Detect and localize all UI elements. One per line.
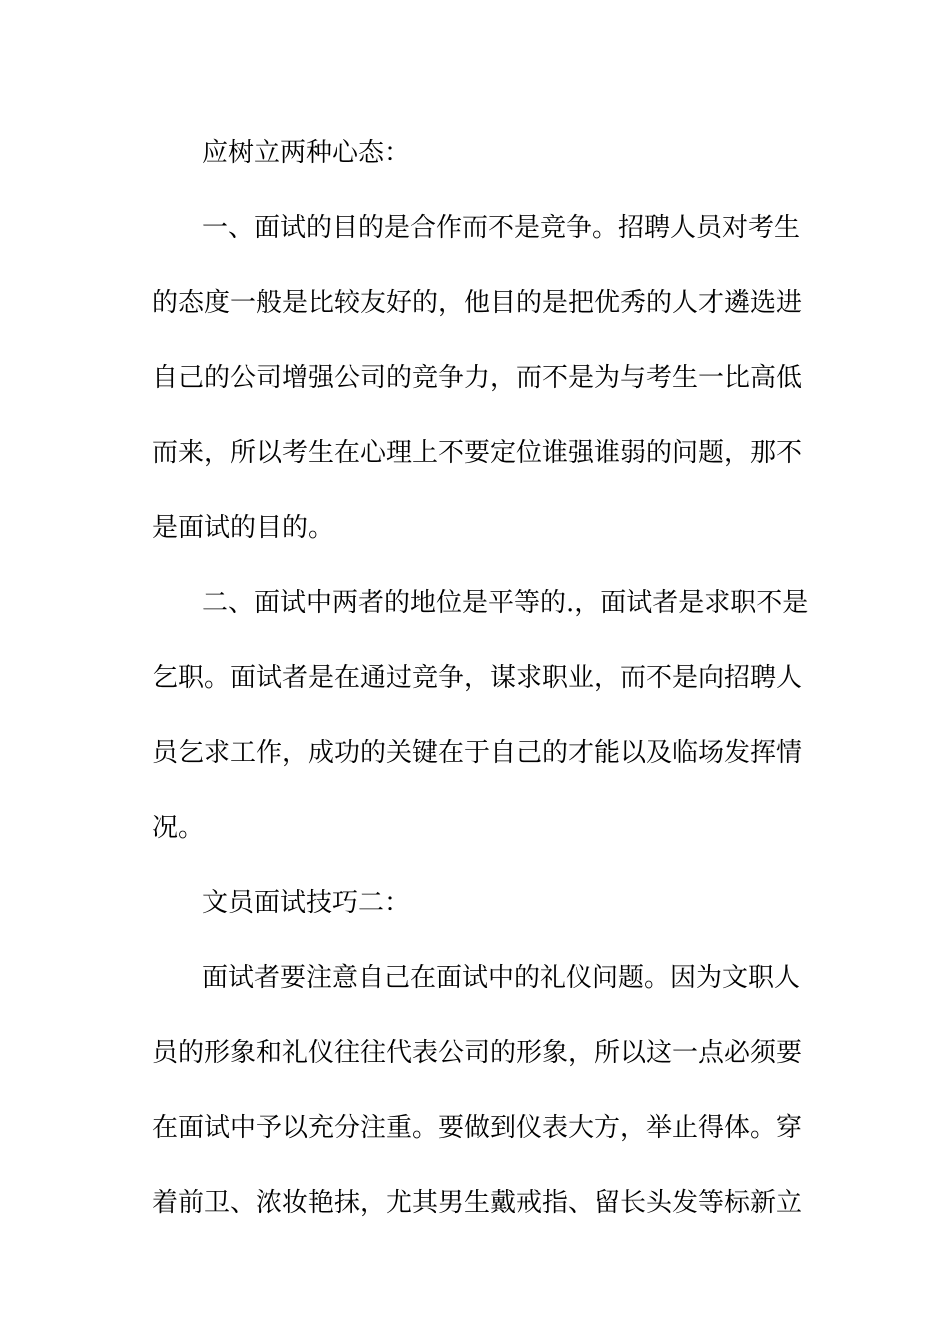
section-heading-tips-two: 文员面试技巧二： bbox=[202, 888, 411, 918]
paragraph-line: 着前卫、浓妆艳抹，尤其男生戴戒指、留长头发等标新立 bbox=[152, 1188, 803, 1218]
paragraph-line: 的态度一般是比较友好的，他目的是把优秀的人才遴选进 bbox=[152, 288, 803, 318]
document-body bbox=[152, 116, 812, 1241]
paragraph-heading-two-mindsets: 应树立两种心态： bbox=[202, 138, 411, 168]
paragraph-line: 在面试中予以充分注重。要做到仪表大方，举止得体。穿 bbox=[152, 1113, 803, 1143]
paragraph-line: 二、面试中两者的地位是平等的.，面试者是求职不是 bbox=[202, 588, 809, 618]
paragraph-line: 员的形象和礼仪往往代表公司的形象，所以这一点必须要 bbox=[152, 1038, 803, 1068]
paragraph-line: 是面试的目的。 bbox=[152, 513, 335, 543]
paragraph-line: 一、面试的目的是合作而不是竞争。招聘人员对考生 bbox=[202, 213, 801, 243]
paragraph-line: 自己的公司增强公司的竞争力，而不是为与考生一比高低 bbox=[152, 363, 803, 393]
paragraph-line: 面试者要注意自己在面试中的礼仪问题。因为文职人 bbox=[202, 963, 801, 993]
paragraph-line: 乞职。面试者是在通过竞争，谋求职业，而不是向招聘人 bbox=[152, 663, 803, 693]
paragraph-line: 而来，所以考生在心理上不要定位谁强谁弱的问题，那不 bbox=[152, 438, 803, 468]
paragraph-line: 况。 bbox=[152, 813, 205, 843]
paragraph-line: 员乞求工作，成功的关键在于自己的才能以及临场发挥情 bbox=[152, 738, 803, 768]
